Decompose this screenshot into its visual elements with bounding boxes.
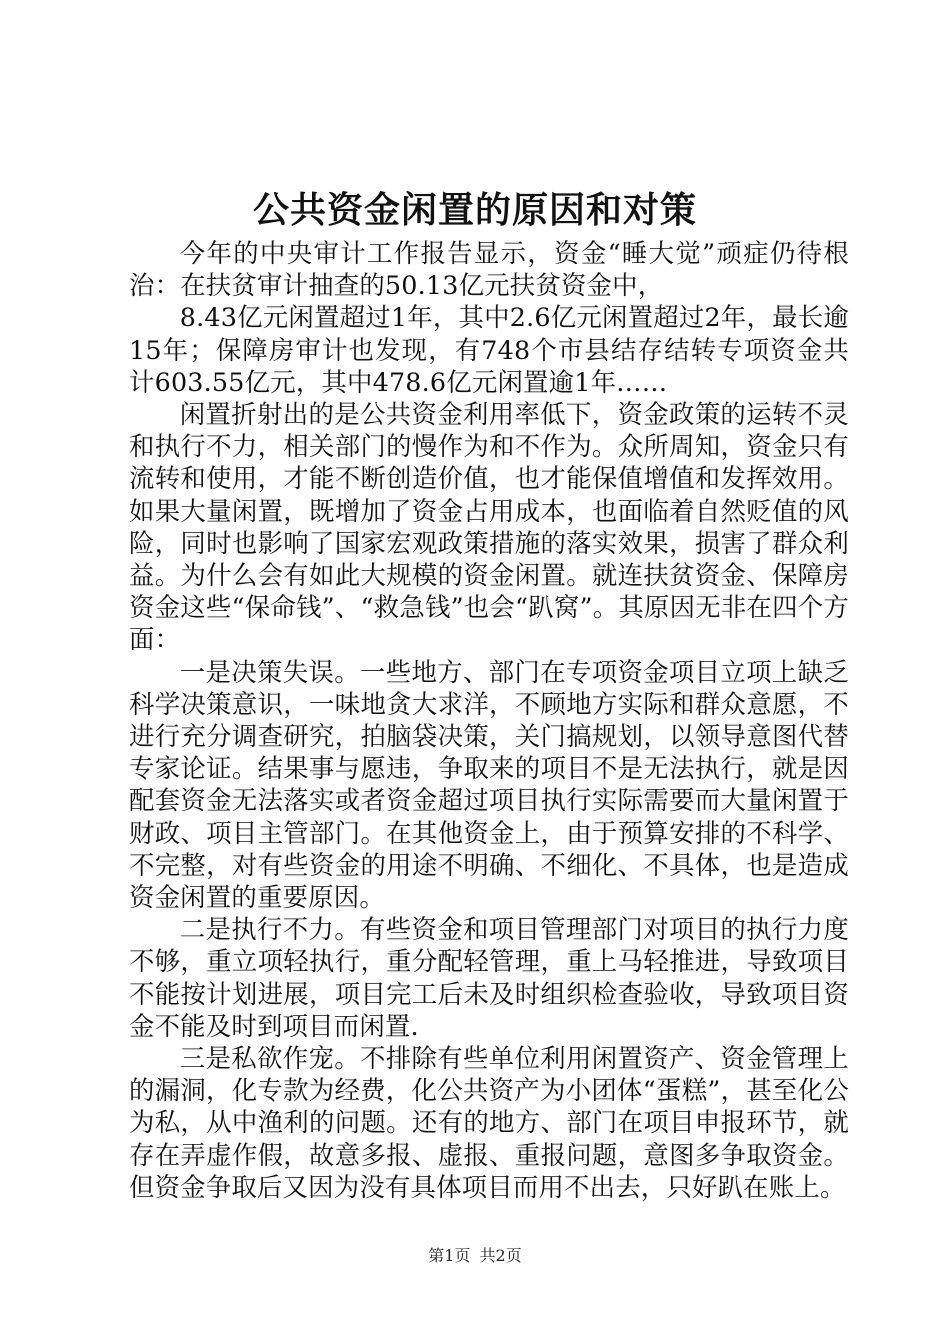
paragraph-figures: 8.43亿元闲置超过1年，其中2.6亿元闲置超过2年，最长逾15年；保障房审计也发现，有748个市县结存结转专项资金共计603.55亿元，其中478.6亿元闲置逾1年…… [129,302,849,397]
document-body [129,237,849,1203]
paragraph-reason-three: 三是私欲作宠。不排除有些单位利用闲置资产、资金管理上的漏洞，化专款为经费，化公共资产为小团体“蛋糕”，甚至化公为私，从中渔利的问题。还有的地方、部门在项目申报环节，就存在弄虚作假，故意多报、虚报、重报问题，意图多争取资金。但资金争取后又因为没有具体项目而用不出去，只好趴在账上。 [129,1043,849,1202]
page-number: 第1页 [428,1246,471,1265]
page-footer [0,1246,950,1266]
document-title: 公共资金闲置的原因和对策 [252,189,697,231]
paragraph-intro: 今年的中央审计工作报告显示，资金“睡大觉”顽症仍待根治：在扶贫审计抽查的50.13亿元扶贫资金中， [129,238,849,301]
paragraph-reason-one: 一是决策失误。一些地方、部门在专项资金项目立项上缺乏科学决策意识，一味地贪大求洋，不顾地方实际和群众意愿，不进行充分调查研究，拍脑袋决策，关门搞规划，以领导意图代替专家论证。结果事与愿违，争取来的项目不是无法执行，就是因配套资金无法落实或者资金超过项目执行实际需要而大量闲置于财政、项目主管部门。在其他资金上，由于预算安排的不科学、不完整，对有些资金的用途不明确、不细化、不具体，也是造成资金闲置的重要原因。 [129,656,849,913]
paragraph-analysis: 闲置折射出的是公共资金利用率低下，资金政策的运转不灵和执行不力，相关部门的慢作为和不作为。众所周知，资金只有流转和使用，才能不断创造价值，也才能保值增值和发挥效用。如果大量闲置，既增加了资金占用成本，也面临着自然贬值的风险，同时也影响了国家宏观政策措施的落实效果，损害了群众利益。为什么会有如此大规模的资金闲置。就连扶贫资金、保障房资金这些“保命钱”、“救急钱”也会“趴窝”。其原因无非在四个方面： [129,399,849,655]
page-total: 共2页 [479,1246,522,1265]
paragraph-reason-two: 二是执行不力。有些资金和项目管理部门对项目的执行力度不够，重立项轻执行，重分配轻管理，重上马轻推进，导致项目不能按计划进展，项目完工后未及时组织检查验收，导致项目资金不能及时到项目而闲置. [129,914,849,1041]
